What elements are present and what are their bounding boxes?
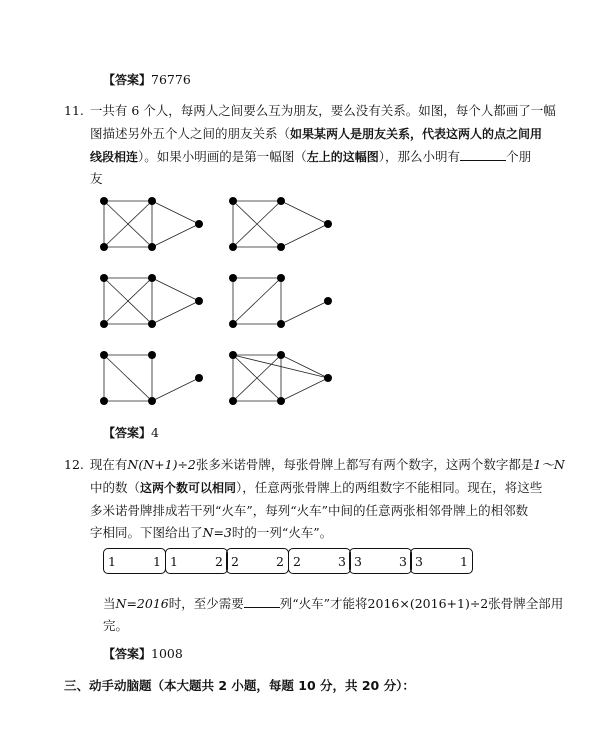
question-text: 图描述另外五个人之间的朋友关系（ [90, 126, 291, 141]
question-text: 友 [90, 171, 103, 186]
question-12-line-5 [103, 594, 563, 612]
domino [165, 548, 228, 574]
question-text: 当 [103, 596, 116, 611]
question-text: 张骨牌全部用 [488, 596, 564, 611]
question-text: 时，至少需要 [168, 596, 244, 611]
math-expression: 1～N [533, 457, 565, 472]
answer-label: 【答案】 [103, 73, 152, 87]
answer-line-12 [103, 645, 183, 662]
math-expression: N=3 [202, 525, 232, 540]
question-11-line-3 [90, 147, 531, 165]
domino-left-number: 3 [415, 554, 423, 569]
graph-4 [233, 278, 328, 324]
question-12-line-1 [64, 455, 565, 473]
graph-1 [104, 201, 199, 247]
graph-2 [233, 201, 328, 247]
math-expression: N=2016 [115, 596, 169, 611]
answer-value: 4 [151, 425, 159, 440]
question-text: 列“火车”才能将 [279, 596, 368, 611]
question-12-line-6 [103, 616, 128, 634]
question-12-line-2 [90, 478, 542, 496]
bold-text: 左上的这幅图 [306, 150, 379, 164]
question-12-line-4 [90, 523, 332, 541]
question-number: 12. [64, 457, 84, 472]
domino-left-number: 2 [293, 554, 301, 569]
question-text: 中的数（ [90, 480, 141, 495]
question-11-line-1 [64, 101, 556, 119]
question-text: 个朋 [506, 149, 532, 164]
question-11-line-4 [90, 169, 103, 187]
domino-left-number: 2 [231, 554, 239, 569]
question-text: ），那么小明有 [378, 149, 461, 164]
answer-value: 1008 [151, 646, 183, 661]
domino [288, 548, 351, 574]
bold-text: 这两个数可以相同 [140, 481, 237, 495]
question-text: 多米诺骨牌排成若干列“火车”，每列“火车”中间的任意两张相邻骨牌上的相邻数 [90, 503, 529, 518]
answer-label: 【答案】 [103, 647, 152, 661]
domino-right-number: 2 [276, 554, 284, 569]
bold-text: 线段相连 [90, 150, 139, 164]
question-text: 现在有 [89, 457, 128, 472]
math-expression: 2016×(2016+1)÷2 [367, 596, 489, 611]
bold-text: 如果某两人是朋友关系，代表这两人的点之间用 [290, 127, 543, 141]
answer-blank [244, 595, 280, 608]
answer-label: 【答案】 [103, 426, 152, 440]
domino [410, 548, 473, 574]
friendship-graphs-figure [90, 190, 340, 405]
domino-left-number: 1 [108, 554, 116, 569]
question-text: 完。 [103, 618, 129, 633]
domino-right-number: 3 [399, 554, 407, 569]
answer-blank [460, 148, 506, 161]
question-text: 张多米诺骨牌，每张骨牌上都写有两个数字，这两个数字都是 [195, 457, 534, 472]
question-text: 一共有 6 个人，每两人之间要么互为朋友，要么没有关系。如图，每个人都画了一幅 [89, 103, 556, 118]
domino [349, 548, 412, 574]
answer-line-11 [103, 424, 159, 441]
question-text: ）。如果小明画的是第一幅图（ [138, 149, 307, 164]
domino-right-number: 1 [460, 554, 468, 569]
domino-left-number: 1 [170, 554, 178, 569]
question-text: ），任意两张骨牌上的两组数字不能相同。现在，将这些 [236, 480, 543, 495]
question-text: 时的一列“火车”。 [231, 525, 333, 540]
question-11-line-2 [90, 124, 542, 142]
domino [103, 548, 166, 574]
math-expression: N(N+1)÷2 [127, 457, 196, 472]
domino-right-number: 2 [215, 554, 223, 569]
answer-value: 76776 [151, 72, 191, 87]
question-text: 字相同。下图给出了 [90, 525, 203, 540]
graph-6 [233, 355, 328, 401]
graph-5 [104, 355, 199, 401]
section-heading: 三、动手动脑题（本大题共 2 小题，每题 10 分，共 20 分）： [64, 678, 415, 693]
graph-3 [104, 278, 199, 324]
domino-right-number: 3 [338, 554, 346, 569]
question-number: 11. [64, 103, 84, 118]
answer-line-10 [103, 71, 191, 88]
question-12-line-3 [90, 501, 528, 519]
domino-right-number: 1 [153, 554, 161, 569]
domino-left-number: 3 [354, 554, 362, 569]
domino [226, 548, 289, 574]
